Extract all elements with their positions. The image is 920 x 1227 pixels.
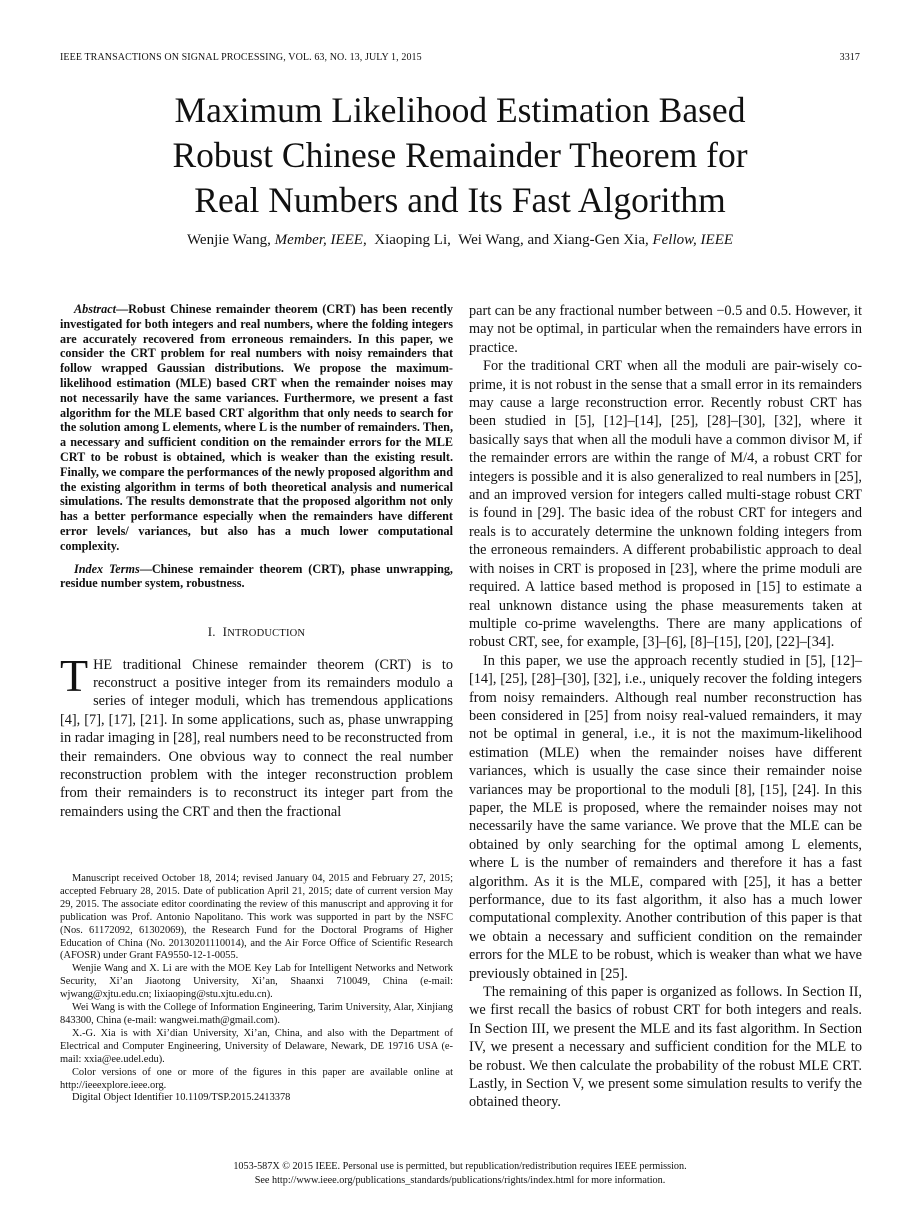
left-column [60, 302, 453, 821]
intro-paragraph-2: For the traditional CRT when all the moduli are pair-wisely co-prime, it is not robust in the sense that a small error in its remainders may cause a large reconstruction error. Recently robust CRT has been studied in [5], [12]–[14], [25], [28]–[30], [32], where it basically says that when all the moduli have a common divisor M, if the remainder errors are within the range of M/4, a robust CRT for integers is possible and it is also generalized to real numbers in [25], and an improved version for integers called multi-stage robust CRT is found in [29]. The basic idea of the robust CRT for integers and reals is to accurately determine the unknown folding integers from the erroneous remainders. A different probabilistic approach to deal with noises in CRT is proposed in [23], where the prime moduli are required. A lattice based method is proposed in [15] to estimate a real unknown distance using the phase measurements taken at multiple co-prime wavelengths. There are many applications of robust CRT, see, for example, [3]–[6], [8]–[15], [20], [22]–[34]. [469, 358, 862, 651]
footnote-affiliation-3: X.-G. Xia is with Xi’dian University, Xi’an, China, and also with the Department of Electrical and Computer Engineering, University of Delaware, Newark, DE 19716 USA (e-mail: xxia@ee.udel.edu). [60, 1027, 453, 1065]
author-list: Wenjie Wang, Member, IEEE, Xiaoping Li, Wei Wang, and Xiang-Gen Xia, Fellow, IEEE [186, 232, 734, 248]
abstract [60, 302, 453, 554]
author-conjunction: and [527, 232, 550, 248]
section-heading-introduction [60, 623, 453, 643]
index-terms-text: —Chinese remainder theorem (CRT), phase unwrapping, residue number system, robustness. [60, 561, 453, 591]
author-2: Xiaoping Li [374, 232, 448, 248]
paper-title [60, 88, 860, 223]
author-4-role: Fellow, IEEE [652, 232, 734, 248]
journal-name: IEEE TRANSACTIONS ON SIGNAL PROCESSING, VOL. 63, NO. 13, JULY 1, 2015 [60, 52, 422, 63]
copyright-notice [60, 1160, 860, 1188]
drop-cap: T [60, 649, 89, 701]
section-name-initial: I [222, 624, 228, 640]
author-4: Xiang-Gen Xia [552, 232, 645, 248]
intro-paragraph-1-text: HE traditional Chinese remainder theorem (CRT) is to reconstruct a positive integer from its remainders modulo a series of integer moduli, which has tremendous applications [4], [7], [17], [21]. In some applications, such as, phase unwrapping in radar imaging in [28], real numbers need to be reconstructed from their remainders. One obvious way to connect the real number reconstruction problem with the integer reconstruction problem from their remainders is to reconstruct its integer part from the remainders using the CRT and then the fractional [60, 656, 453, 820]
page-number: 3317 [839, 52, 860, 63]
abstract-lead: Abstract [74, 302, 116, 316]
intro-paragraph-4: The remaining of this paper is organized as follows. In Section II, we first recall the basics of robust CRT for both integers and reals. In Section III, we present the MLE and its fast algorithm. In Section IV, we present a necessary and sufficient condition for the MLE to be robust. We then calculate the probability of the robust MLE CRT. Lastly, in Section V, we present some simulation results to verify the obtained theory. [469, 984, 862, 1111]
footnote-color-versions: Color versions of one or more of the figures in this paper are available online at http://ieeexplore.ieee.org. [60, 1066, 453, 1091]
footnote-affiliation-2: Wei Wang is with the College of Information Engineering, Tarim University, Alar, Xinjiang 843300, China (e-mail: wangwei.math@gmail.com). [60, 1002, 453, 1026]
author-3: Wei Wang [458, 232, 520, 248]
footnote-doi: Digital Object Identifier 10.1109/TSP.2015.2413378 [72, 1092, 291, 1104]
index-terms-lead: Index Terms [74, 561, 140, 576]
author-1: Wenjie Wang [186, 232, 268, 248]
running-header [60, 52, 860, 66]
title-line-1: Maximum Likelihood Estimation Based [174, 90, 746, 130]
section-number: I. [207, 624, 216, 640]
abstract-text: —Robust Chinese remainder theorem (CRT) has been recently investigated for both integers and real numbers, where the folding integers are accurately recovered from erroneous remainders. In this paper, we consider the CRT problem for real numbers with noisy remainders that follow wrapped Gaussian distributions. We propose the maximum-likelihood estimation (MLE) based CRT when the remainder noises may not necessarily have the same variances. Furthermore, we present a fast algorithm for the MLE based CRT algorithm that only needs to search for the solution among L elements, where L is the number of remainders. Then, a necessary and sufficient condition on the remainder errors for the MLE CRT to be robust is obtained, which is weaker than the existing result. Finally, we compare the performances of the newly proposed algorithm and the existing algorithm in terms of both theoretical analysis and numerical simulations. The results demonstrate that the proposed algorithm not only has a better performance especially when the remainders have different error levels/ variances, but also has a much lower computational complexity. [60, 302, 453, 553]
copyright-line-2: See http://www.ieee.org/publications_standards/publications/rights/index.html for more information. [254, 1175, 666, 1186]
right-column [469, 302, 862, 1112]
intro-paragraph-1-continued: part can be any fractional number between −0.5 and 0.5. However, it may not be optimal, in particular when the remainders have errors in practice. [469, 303, 862, 356]
section-name-rest: NTRODUCTION [227, 628, 306, 640]
index-terms [60, 562, 453, 592]
author-1-role: Member, IEEE [274, 232, 363, 248]
footnote-manuscript: Manuscript received October 18, 2014; revised January 04, 2015 and February 27, 2015; accepted February 28, 2015. Date of publication April 21, 2015; date of current version May 29, 2015. The associate editor coordinating the review of this manuscript and approving it for publication was Prof. Antonio Napolitano. This work was supported in part by the NSFC (Nos. 61172092, 61302069), the Research Fund for the Doctoral Programs of Higher Education of China (No. 20130201110014), and the Air Force Office of Scientific Research (AFOSR) under Grant FA9550-12-1-0055. [60, 873, 453, 962]
title-line-2: Robust Chinese Remainder Theorem for [172, 135, 748, 175]
copyright-line-1: 1053-587X © 2015 IEEE. Personal use is permitted, but republication/redistribution requires IEEE permission. [233, 1161, 687, 1172]
title-line-3: Real Numbers and Its Fast Algorithm [194, 180, 726, 220]
footnote-affiliation-1: Wenjie Wang and X. Li are with the MOE Key Lab for Intelligent Networks and Network Security, Xi’an Jiaotong University, Xi’an, Shaanxi 710049, China (e-mail: wjwang@xjtu.edu.cn; lixiaoping@stu.xjtu.edu.cn). [60, 963, 453, 1001]
intro-paragraph-1 [60, 649, 453, 822]
intro-paragraph-3: In this paper, we use the approach recently studied in [5], [12]–[14], [25], [28]–[30], [32], i.e., uniquely recover the folding integers from noisy remainders. Although real number reconstruction has been considered in [25] from noisy real-valued remainders, it may not be optimal in general, i.e., it is not the maximum-likelihood estimation (MLE) when the remainder noises have different variances, which is usually the case since their remainder noise variances may be proportional to the moduli [8], [15], [24]. In this paper, the MLE is proposed, where the remainder noises may not necessarily have the same variance. We prove that the MLE can be obtained by only searching for the optimal among L elements, where L is the number of remainders and therefore it has a fast algorithm. As it is the MLE, compared with [25], it has a better performance, due to its fast algorithm, it also has a much lower computational complexity. Another contribution of this paper is that we obtain a necessary and sufficient condition on the remainder errors for the MLE to be robust, which is weaker than what we have previously obtained in [25]. [469, 652, 862, 982]
footnote-block [60, 873, 453, 1105]
